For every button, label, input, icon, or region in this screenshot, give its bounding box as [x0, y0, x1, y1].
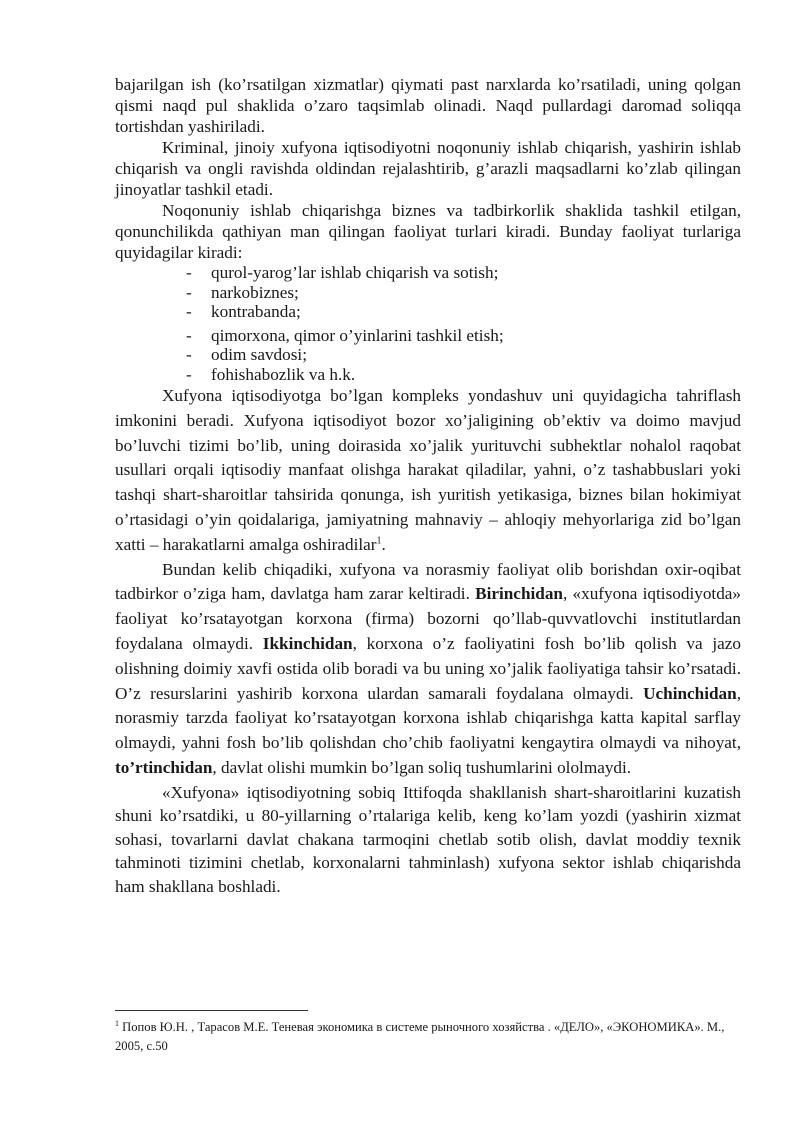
footnote-text: Попов Ю.Н. , Тарасов М.Е. Теневая экономика в системе рыночного хозяйства . «ДЕЛО», «ЭКОНОМИКА». М., 2005, с.50: [115, 1020, 725, 1053]
list-item: - fohishabozlik va h.k.: [186, 364, 356, 384]
bold-term: to’rtinchidan: [115, 757, 213, 777]
paragraph-consequences: Bundan kelib chiqadiki, xufyona va norasmiy faoliyat olib borishdan oxir-oqibat tadbirkor o’ziga ham, davlatga ham zarar keltiradi. Birinchidan, «xufyona iqtisodiyotda» faoliyat ko’rsatayotgan korxona (firma) bozorni qo’llab-quvvatlovchi institutlardan foydalana olmaydi. Ikkinchidan, korxona o’z faoliyatini fosh bo’lib qolish va jazo olishning doimiy xavfi ostida olib boradi va bu uning xo’jalik faoliyatiga tahsir ko’rsatadi. O’z resurslarini yashirib korxona ulardan samarali foydalana olmaydi. Uchinchidan, norasmiy tarzda faoliyat ko’rsatayotgan korxona ishlab chiqarishga katta kapital sarflay olmaydi, yahni fosh bo’lib qolishdan cho’chib faoliyatni kengaytira olmaydi va nihoyat, to’rtinchidan, davlat olishi mumkin bo’lgan soliq tushumlarini ololmaydi.: [115, 559, 742, 777]
list-item: - qimorxona, qimor o’yinlarini tashkil etish;: [186, 325, 504, 345]
body-text: [115, 74, 741, 898]
activity-list-2: [115, 326, 741, 385]
footnote: [115, 1018, 745, 1056]
footnote-reference[interactable]: 1: [376, 535, 382, 547]
bold-term: Birinchidan: [475, 584, 563, 604]
list-item: - kontrabanda;: [186, 302, 301, 321]
list-item: - odim savdosi;: [186, 345, 307, 364]
paragraph-soviet-history: «Xufyona» iqtisodiyotning sobiq Ittifoqda shakllanish shart-sharoitlarini kuzatish shuni ko’rsatdiki, u 80-yillarning o’rtalariga kelib, keng ko’lam yozdi (yashirin xizmat sohasi, tovarlarni davlat chakana tarmoqini chetlab sotib olish, davlat moddiy texnik tahminoti tizimini chetlab, korxonalarni tahminlash) xufyona sektor ishlab chiqarishda ham shakllana boshladi.: [115, 782, 741, 896]
list-item: - qurol-yarog’lar ishlab chiqarish va sotish;: [186, 263, 499, 282]
activity-list-1: [115, 263, 741, 322]
footnote-number: 1: [115, 1018, 119, 1028]
paragraph-definition: Xufyona iqtisodiyotga bo’lgan kompleks yondashuv uni quyidagicha tahriflash imkonini beradi. Xufyona iqtisodiyot bozor xo’jaligining ob’ektiv va doimo mavjud bo’luvchi tizimi bo’lib, uning doirasida xo’jalik yurituvchi subhektlar nohalol raqobat usullari orqali iqtisodiy manfaat olishga harakat qiladilar, yahni, o’z tashabbuslari yoki tashqi shart-sharoitlar tahsirida qonunga, ish yuritish yetikasiga, biznes bilan hokimiyat o’rtasidagi o’yin qoidalariga, jamiyatning mahnaviy – ahloqiy mehyorlariga zid bo’lgan xatti – harakatlarni amalga oshiradilar$^1$.: [115, 386, 741, 554]
paragraph-criminal-economy: Kriminal, jinoiy xufyona iqtisodiyotni noqonuniy ishlab chiqarish, yashirin ishlab chiqarish va ongli ravishda oldindan rejalashtirib, g’arazli maqsadlarni ko’zlab qilingan jinoyatlar tashkil etadi.: [115, 138, 741, 199]
bold-term: Ikkinchidan: [262, 633, 353, 653]
bold-term: Uchinchidan: [643, 683, 737, 703]
paragraph-continuation: bajarilgan ish (ko’rsatilgan xizmatlar) qiymati past narxlarda ko’rsatiladi, uning qolgan qismi naqd pul shaklida o’zaro taqsimlab olinadi. Naqd pullardagi daromad soliqqa tortishdan yashiriladi.: [115, 75, 741, 136]
list-item: - narkobiznes;: [186, 282, 299, 302]
footnote-separator: [115, 1010, 308, 1011]
paragraph-illegal-production: Noqonuniy ishlab chiqarishga biznes va tadbirkorlik shaklida tashkil etilgan, qonunchilikda qathiyan man qilingan faoliyat turlari kiradi. Bunday faoliyat turlariga quyidagilar kiradi:: [115, 201, 741, 262]
